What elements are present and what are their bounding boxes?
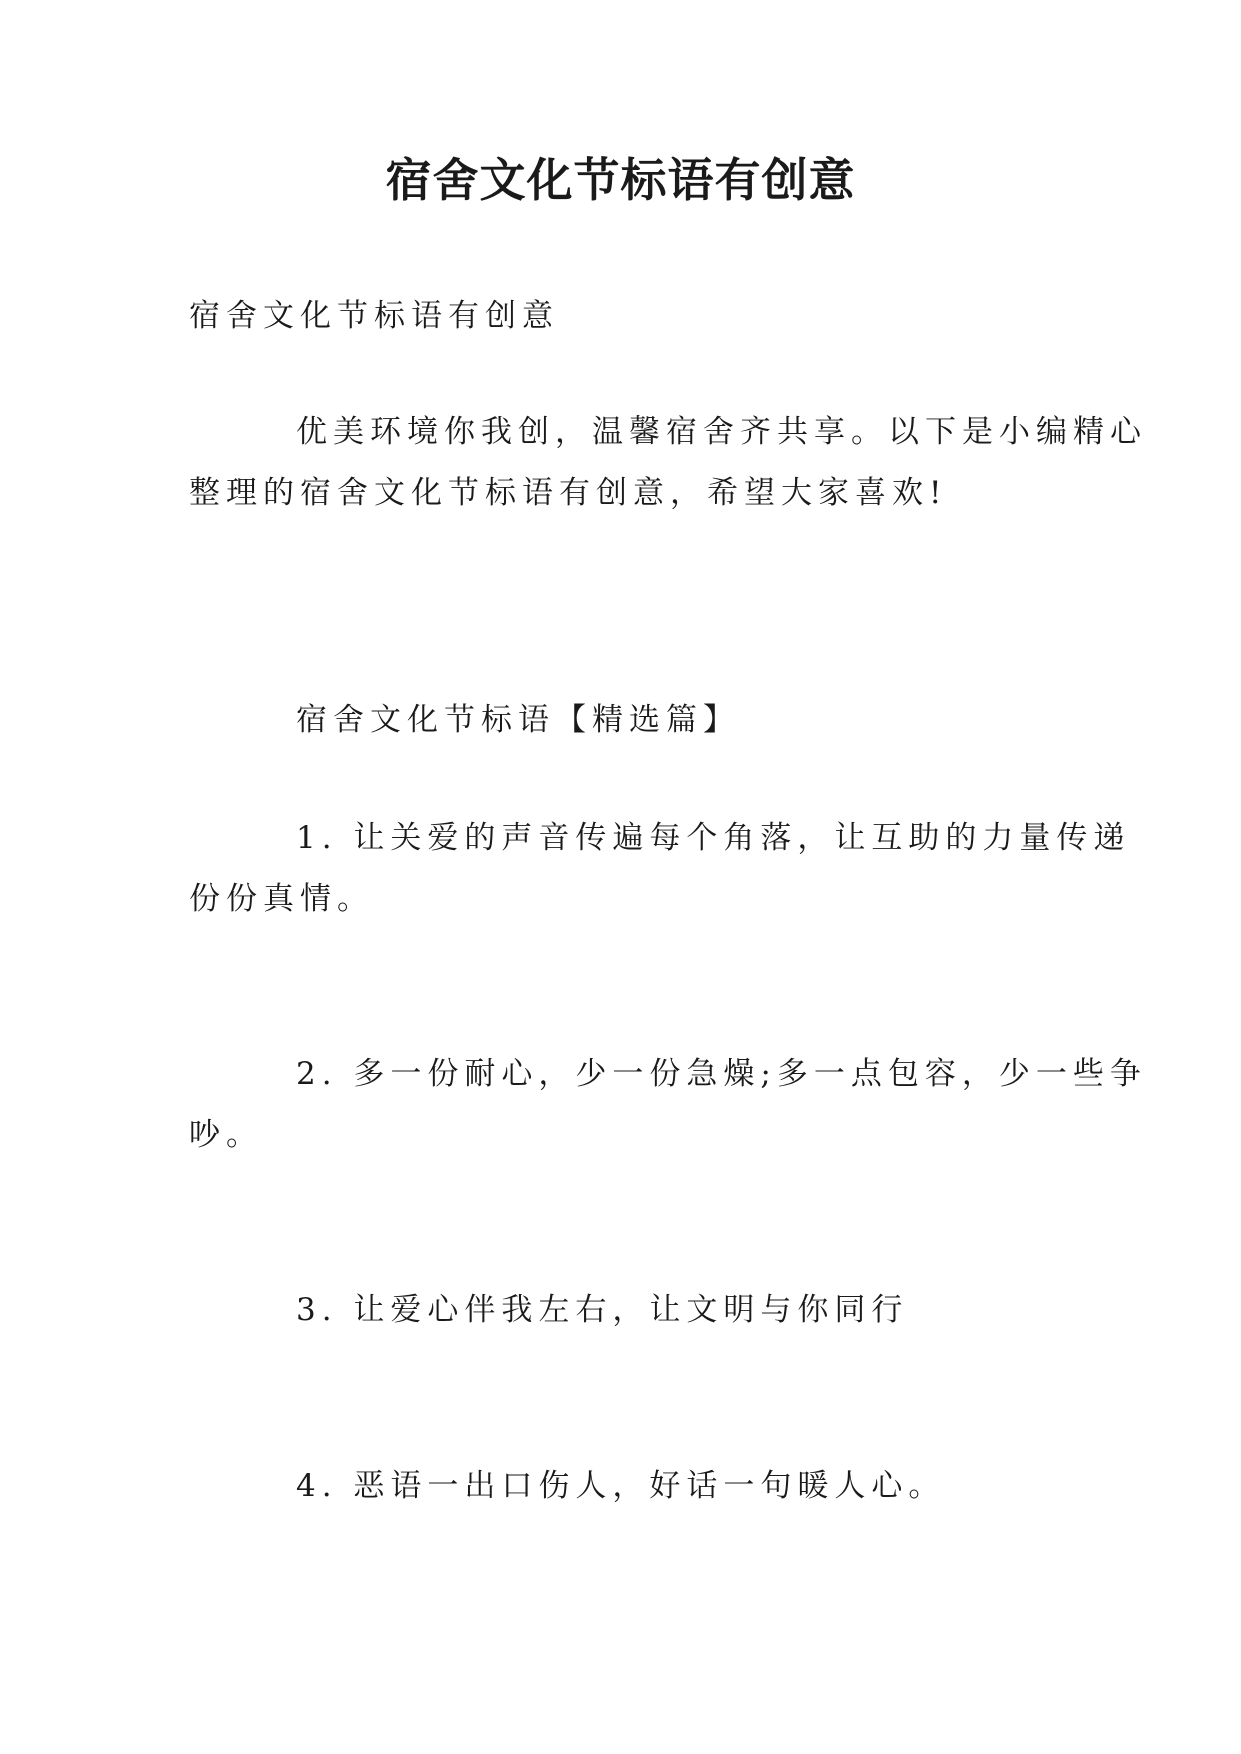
section-heading: 宿舍文化节标语【精选篇】 — [296, 702, 740, 738]
slogan-item-3: 3. 让爱心伴我左右，让文明与你同行 — [296, 1292, 909, 1328]
intro-paragraph-line-2: 整理的宿舍文化节标语有创意，希望大家喜欢! — [189, 475, 948, 511]
slogan-item-2-line-2: 吵。 — [189, 1117, 263, 1153]
slogan-item-1-line-2: 份份真情。 — [189, 881, 374, 917]
document-subtitle: 宿舍文化节标语有创意 — [189, 298, 559, 334]
document-title: 宿舍文化节标语有创意 — [385, 153, 856, 207]
slogan-item-1-line-1: 1. 让关爱的声音传遍每个角落，让互助的力量传递 — [296, 820, 1131, 856]
slogan-item-4: 4. 恶语一出口伤人，好话一句暖人心。 — [296, 1468, 946, 1504]
intro-paragraph-line-1: 优美环境你我创，温馨宿舍齐共享。以下是小编精心 — [296, 414, 1147, 450]
slogan-item-2-line-1: 2. 多一份耐心，少一份急燥;多一点包容，少一些争 — [296, 1056, 1147, 1092]
